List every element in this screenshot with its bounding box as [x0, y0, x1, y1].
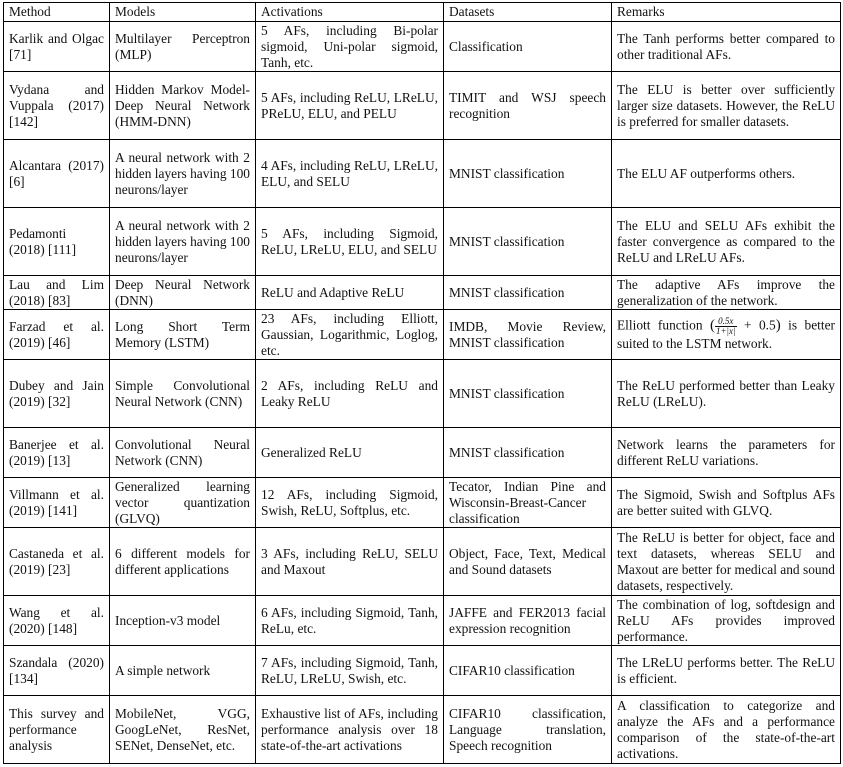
activations-cell: 3 AFs, including ReLU, SELU and Maxout	[256, 528, 444, 596]
remarks-cell: The Tanh performs better compared to other traditional AFs.	[612, 22, 841, 72]
datasets-cell: MNIST classification	[444, 428, 612, 478]
remarks-cell: The ELU is better over sufficiently larger size datasets. However, the ReLU is preferred for smaller datasets.	[612, 72, 841, 140]
method-cell: Dubey and Jain (2019) [32]	[4, 360, 110, 428]
datasets-cell: MNIST classification	[444, 360, 612, 428]
header-remarks: Remarks	[612, 3, 841, 22]
method-cell: Vydana and Vuppala (2017) [142]	[4, 72, 110, 140]
method-cell: Villmann et al. (2019) [141]	[4, 478, 110, 528]
method-cell: Alcantara (2017) [6]	[4, 140, 110, 208]
elliott-formula-fraction	[715, 317, 737, 336]
datasets-cell: IMDB, Movie Review, MNIST classification	[444, 310, 612, 360]
method-cell: Castaneda et al. (2019) [23]	[4, 528, 110, 596]
table-row	[4, 428, 841, 478]
activations-cell: 12 AFs, including Sigmoid, Swish, ReLU, Softplus, etc.	[256, 478, 444, 528]
header-method: Method	[4, 3, 110, 22]
table-row	[4, 478, 841, 528]
datasets-cell: MNIST classification	[444, 140, 612, 208]
models-cell: A neural network with 2 hidden layers having 100 neurons/layer	[110, 140, 256, 208]
header-row	[4, 3, 841, 22]
activations-cell: 6 AFs, including Sigmoid, Tanh, ReLu, etc.	[256, 596, 444, 646]
activations-cell: 5 AFs, including Bi-polar sigmoid, Uni-polar sigmoid, Tanh, etc.	[256, 22, 444, 72]
table-row	[4, 696, 841, 764]
datasets-cell: TIMIT and WSJ speech recognition	[444, 72, 612, 140]
activations-cell: ReLU and Adaptive ReLU	[256, 276, 444, 310]
activations-cell: 23 AFs, including Elliott, Gaussian, Logarithmic, Loglog, etc.	[256, 310, 444, 360]
models-cell: Deep Neural Network (DNN)	[110, 276, 256, 310]
datasets-cell: Tecator, Indian Pine and Wisconsin-Breast-Cancer classification	[444, 478, 612, 528]
table-row	[4, 140, 841, 208]
header-activations: Activations	[256, 3, 444, 22]
activations-cell: 7 AFs, including Sigmoid, Tanh, ReLU, LReLU, Swish, etc.	[256, 646, 444, 696]
models-cell: Simple Convolutional Neural Network (CNN)	[110, 360, 256, 428]
remarks-cell: The ReLU is better for object, face and text datasets, whereas SELU and Maxout are better for medical and sound datasets, respectively.	[612, 528, 841, 596]
table-row	[4, 528, 841, 596]
remarks-cell: The LReLU performs better. The ReLU is efficient.	[612, 646, 841, 696]
formula-tail: + 0.5	[743, 317, 776, 333]
activations-cell: 5 AFs, including Sigmoid, ReLU, LReLU, ELU, and SELU	[256, 208, 444, 276]
table-row	[4, 646, 841, 696]
datasets-cell: CIFAR10 classification	[444, 646, 612, 696]
models-cell: Generalized learning vector quantization (GLVQ)	[110, 478, 256, 528]
remarks-cell: The ELU AF outperforms others.	[612, 140, 841, 208]
remarks-cell: The adaptive AFs improve the generalization of the network.	[612, 276, 841, 310]
remarks-cell: The combination of log, softdesign and ReLU AFs provides improved performance.	[612, 596, 841, 646]
activations-cell: 5 AFs, including ReLU, LReLU, PReLU, ELU, and PELU	[256, 72, 444, 140]
formula-numerator: 0.5x	[715, 317, 737, 327]
method-cell: Farzad et al. (2019) [46]	[4, 310, 110, 360]
method-cell: Wang et al. (2020) [148]	[4, 596, 110, 646]
method-cell: Banerjee et al. (2019) [13]	[4, 428, 110, 478]
formula-denominator: 1+|x|	[715, 326, 736, 336]
method-cell: Pedamonti (2018) [111]	[4, 208, 110, 276]
models-cell: 6 different models for different applications	[110, 528, 256, 596]
activations-cell: 4 AFs, including ReLU, LReLU, ELU, and SELU	[256, 140, 444, 208]
datasets-cell: JAFFE and FER2013 facial expression recognition	[444, 596, 612, 646]
remarks-text-before-formula: Elliott function	[617, 317, 703, 333]
models-cell: MobileNet, VGG, GoogLeNet, ResNet, SENet, DenseNet, etc.	[110, 696, 256, 764]
models-cell: Long Short Term Memory (LSTM)	[110, 310, 256, 360]
remarks-cell: A classification to categorize and analyze the AFs and a performance comparison of the state-of-the-art activations.	[612, 696, 841, 764]
models-cell: A neural network with 2 hidden layers having 100 neurons/layer	[110, 208, 256, 276]
datasets-cell: MNIST classification	[444, 276, 612, 310]
table-row	[4, 208, 841, 276]
datasets-cell: Classification	[444, 22, 612, 72]
remarks-cell: Elliott function ( $\frac{0.5x}{1+|x|}$ + 0.5) is better suited to the LSTM network.	[612, 310, 841, 360]
method-cell: Szandala (2020) [134]	[4, 646, 110, 696]
models-cell: Multilayer Perceptron (MLP)	[110, 22, 256, 72]
table-row	[4, 276, 841, 310]
remarks-cell: Network learns the parameters for different ReLU variations.	[612, 428, 841, 478]
header-models: Models	[110, 3, 256, 22]
method-cell: Lau and Lim (2018) [83]	[4, 276, 110, 310]
models-cell: Convolutional Neural Network (CNN)	[110, 428, 256, 478]
remarks-cell: The ReLU performed better than Leaky ReLU (LReLU).	[612, 360, 841, 428]
table-row	[4, 22, 841, 72]
activation-function-survey-table	[3, 2, 841, 764]
activations-cell: 2 AFs, including ReLU and Leaky ReLU	[256, 360, 444, 428]
activations-cell: Generalized ReLU	[256, 428, 444, 478]
table-row	[4, 72, 841, 140]
table-row	[4, 310, 841, 360]
table-row	[4, 360, 841, 428]
method-cell: This survey and performance analysis	[4, 696, 110, 764]
models-cell: Inception-v3 model	[110, 596, 256, 646]
models-cell: Hidden Markov Model-Deep Neural Network (HMM-DNN)	[110, 72, 256, 140]
remarks-cell: The ELU and SELU AFs exhibit the faster convergence as compared to the ReLU and LReLU AFs.	[612, 208, 841, 276]
header-datasets: Datasets	[444, 3, 612, 22]
activations-cell: Exhaustive list of AFs, including performance analysis over 18 state-of-the-art activations	[256, 696, 444, 764]
remarks-text-after-formula: is better suited to the LSTM network.	[617, 317, 835, 351]
table-row	[4, 596, 841, 646]
datasets-cell: CIFAR10 classification, Language translation, Speech recognition	[444, 696, 612, 764]
datasets-cell: Object, Face, Text, Medical and Sound datasets	[444, 528, 612, 596]
models-cell: A simple network	[110, 646, 256, 696]
remarks-cell: The Sigmoid, Swish and Softplus AFs are better suited with GLVQ.	[612, 478, 841, 528]
datasets-cell: MNIST classification	[444, 208, 612, 276]
method-cell: Karlik and Olgac [71]	[4, 22, 110, 72]
